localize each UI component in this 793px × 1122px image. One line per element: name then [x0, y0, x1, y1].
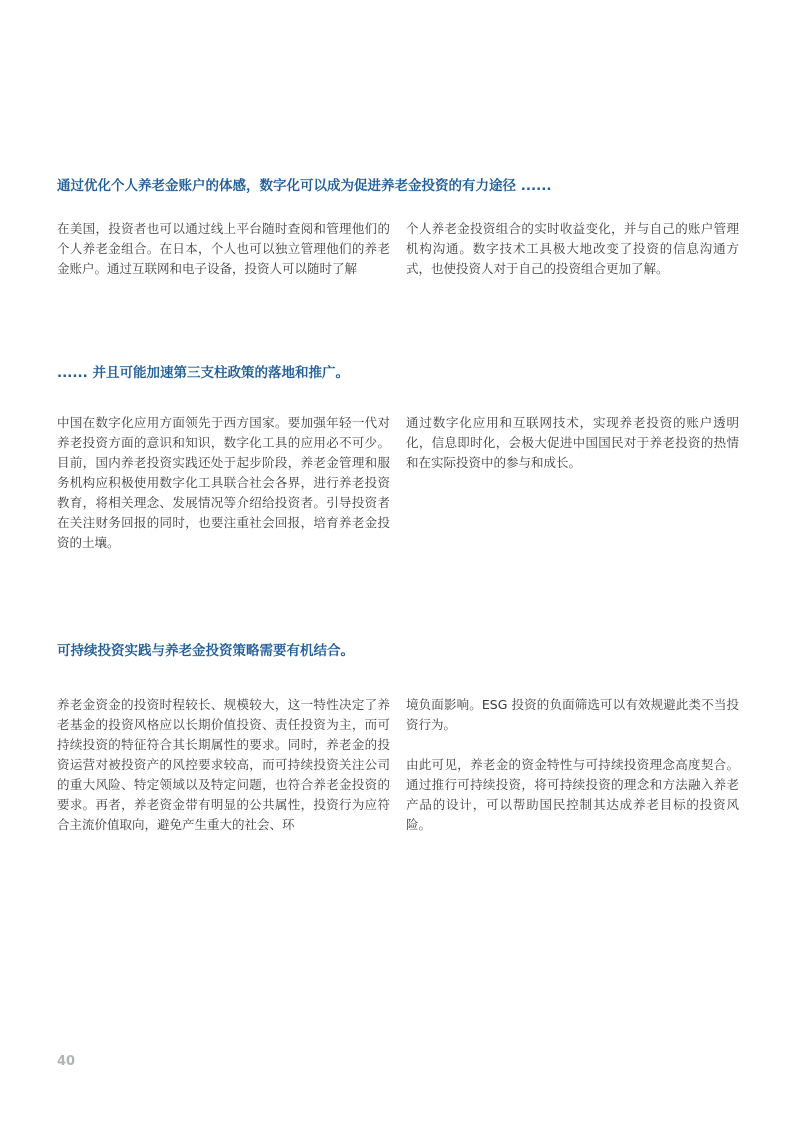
section-heading-sustainable-investing: 可持续投资实践与养老金投资策略需要有机结合。: [57, 643, 354, 659]
section-heading-digital-pension: 通过优化个人养老金账户的体感，数字化可以成为促进养老金投资的有力途径 ......: [57, 178, 552, 194]
section-1-right-column: [406, 219, 739, 279]
section-3-left-column: [57, 695, 390, 835]
paragraph: 境负面影响。ESG 投资的负面筛选可以有效规避此类不当投资行为。: [406, 697, 739, 732]
section-heading-third-pillar: ...... 并且可能加速第三支柱政策的落地和推广。: [57, 365, 349, 381]
paragraph: 通过数字化应用和互联网技术，实现养老投资的账户透明化，信息即时化，会极大促进中国国民对于养老投资的热情和在实际投资中的参与和成长。: [406, 415, 739, 470]
paragraph: 由此可见，养老金的资金特性与可持续投资理念高度契合。通过推行可持续投资，将可持续投资的理念和方法融入养老产品的设计，可以帮助国民控制其达成养老目标的投资风险。: [406, 757, 739, 832]
section-1-left-column: [57, 219, 390, 279]
section-2-left-column: [57, 413, 390, 553]
page-number: 40: [57, 1054, 76, 1069]
paragraph: 养老金资金的投资时程较长、规模较大，这一特性决定了养老基金的投资风格应以长期价值投资、责任投资为主，而可持续投资的特征符合其长期属性的要求。同时，养老金的投资运营对被投资产的风控要求较高，而可持续投资关注公司的重大风险、特定领域以及特定问题，也符合养老金投资的要求。再者，养老资金带有明显的公共属性，投资行为应符合主流价值取向，避免产生重大的社会、环: [57, 697, 390, 832]
section-3-right-column: [406, 695, 739, 835]
paragraph: 个人养老金投资组合的实时收益变化，并与自己的账户管理机构沟通。数字技术工具极大地改变了投资的信息沟通方式，也使投资人对于自己的投资组合更加了解。: [406, 221, 739, 276]
paragraph: 中国在数字化应用方面领先于西方国家。要加强年轻一代对养老投资方面的意识和知识，数字化工具的应用必不可少。目前，国内养老投资实践还处于起步阶段，养老金管理和服务机构应积极使用数字化工具联合社会各界，进行养老投资教育，将相关理念、发展情况等介绍给投资者。引导投资者在关注财务回报的同时，也要注重社会回报，培育养老金投资的土壤。: [57, 415, 390, 550]
section-2-right-column: [406, 413, 739, 473]
paragraph: 在美国，投资者也可以通过线上平台随时查阅和管理他们的个人养老金组合。在日本，个人也可以独立管理他们的养老金账户。通过互联网和电子设备，投资人可以随时了解: [57, 221, 390, 276]
